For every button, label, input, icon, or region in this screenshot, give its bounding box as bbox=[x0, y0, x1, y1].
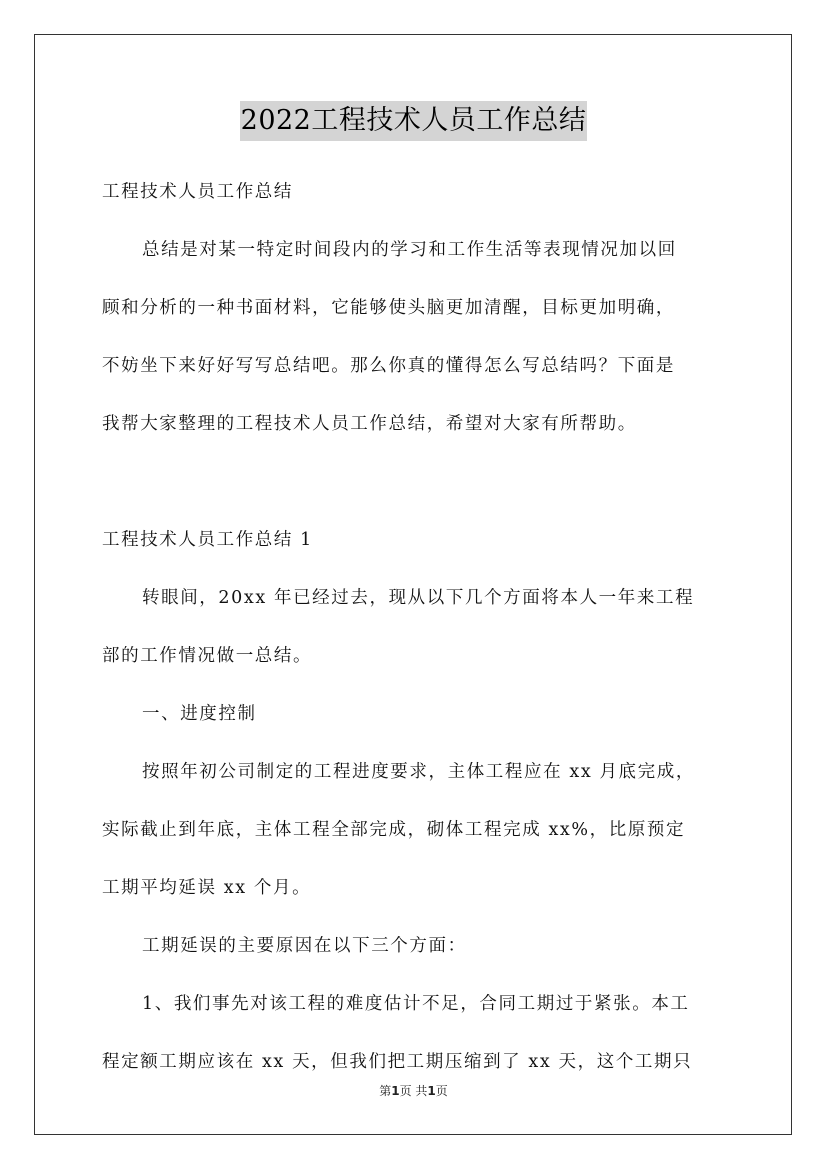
document-body bbox=[102, 163, 730, 1091]
text-line: 转眼间，20xx 年已经过去，现从以下几个方面将本人一年来工程 bbox=[142, 588, 695, 608]
text-line: 一、进度控制 bbox=[142, 704, 257, 724]
text-line: 工期平均延误 xx 个月。 bbox=[102, 878, 312, 898]
text-line: 工程技术人员工作总结 1 bbox=[102, 530, 313, 550]
page-current: 1 bbox=[391, 1084, 400, 1098]
blank-line bbox=[102, 453, 730, 511]
text-line: 按照年初公司制定的工程进度要求，主体工程应在 xx 月底完成， bbox=[142, 762, 695, 782]
text-line: 程定额工期应该在 xx 天，但我们把工期压缩到了 xx 天，这个工期只 bbox=[102, 1052, 693, 1072]
text-line: 不妨坐下来好好写写总结吧。那么你真的懂得怎么写总结吗？下面是 bbox=[102, 356, 675, 376]
text-line: 工程技术人员工作总结 bbox=[102, 182, 293, 202]
page-mid: 页 共 bbox=[399, 1084, 428, 1098]
text-line: 工期延误的主要原因在以下三个方面： bbox=[142, 936, 467, 956]
text-line: 部的工作情况做一总结。 bbox=[102, 646, 313, 666]
document-title: 2022工程技术人员工作总结 bbox=[240, 101, 588, 141]
title-container bbox=[0, 101, 827, 141]
page-footer bbox=[0, 1082, 827, 1100]
text-line: 我帮大家整理的工程技术人员工作总结，希望对大家有所帮助。 bbox=[102, 414, 637, 434]
text-line: 1、我们事先对该工程的难度估计不足，合同工期过于紧张。本工 bbox=[142, 994, 690, 1014]
page-total: 1 bbox=[427, 1084, 436, 1098]
page-prefix: 第 bbox=[379, 1084, 392, 1098]
text-line: 总结是对某一特定时间段内的学习和工作生活等表现情况加以回 bbox=[142, 240, 677, 260]
text-line: 顾和分析的一种书面材料，它能够使头脑更加清醒，目标更加明确， bbox=[102, 298, 675, 318]
page-suffix: 页 bbox=[435, 1084, 448, 1098]
text-line: 实际截止到年底，主体工程全部完成，砌体工程完成 xx%，比原预定 bbox=[102, 820, 686, 840]
